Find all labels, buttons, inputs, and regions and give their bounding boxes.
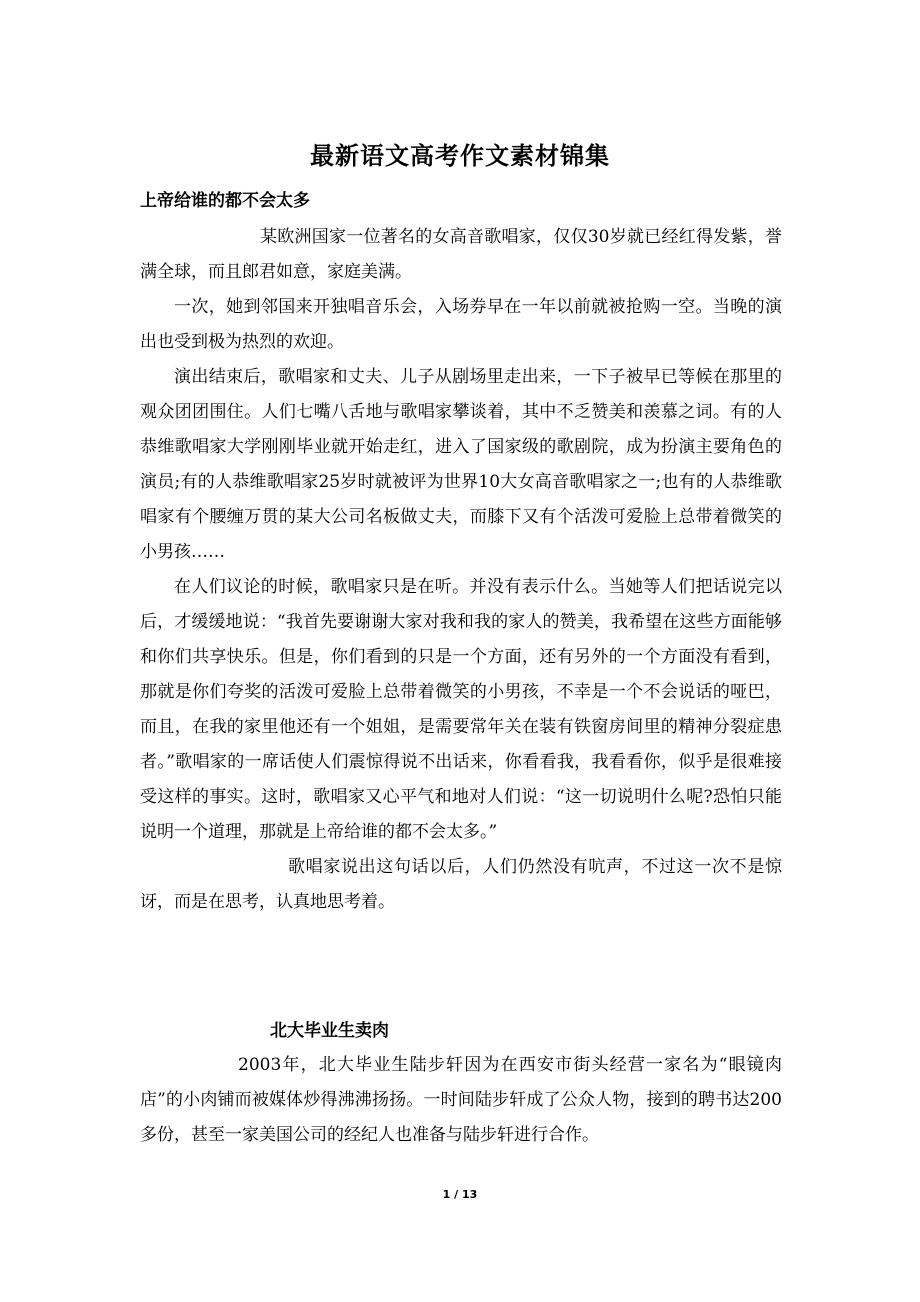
document-title: 最新语文高考作文素材锦集	[310, 142, 610, 170]
section-body	[140, 220, 782, 920]
section-heading: 上帝给谁的都不会太多	[140, 191, 310, 211]
section-body	[140, 1048, 782, 1153]
page-number: 1 / 13	[442, 1188, 478, 1201]
paragraph: 2003年，北大毕业生陆步轩因为在西安市街头经营一家名为“眼镜肉店”的小肉铺而被媒体炒得沸沸扬扬。一时间陆步轩成了公众人物，接到的聘书达200多份，甚至一家美国公司的经纪人也准备与陆步轩进行合作。	[140, 1055, 782, 1145]
paragraph: 歌唱家说出这句话以后，人们仍然没有吭声，不过这一次不是惊讶，而是在思考，认真地思考着。	[140, 857, 782, 912]
paragraph: 演出结束后，歌唱家和丈夫、儿子从剧场里走出来，一下子被早已等候在那里的观众团团围住。人们七嘴八舌地与歌唱家攀谈着，其中不乏赞美和羡慕之词。有的人恭维歌唱家大学刚刚毕业就开始走红，进入了国家级的歌剧院，成为扮演主要角色的演员;有的人恭维歌唱家25岁时就被评为世界10大女高音歌唱家之一;也有的人恭维歌唱家有个腰缠万贯的某大公司名板做丈夫，而膝下又有个活泼可爱脸上总带着微笑的小男孩……	[140, 367, 782, 562]
section-heading: 北大毕业生卖肉	[270, 1021, 389, 1041]
paragraph: 一次，她到邻国来开独唱音乐会，入场券早在一年以前就被抢购一空。当晚的演出也受到极为热烈的欢迎。	[140, 297, 782, 352]
paragraph: 在人们议论的时候，歌唱家只是在听。并没有表示什么。当她等人们把话说完以后，才缓缓地说：“我首先要谢谢大家对我和我的家人的赞美，我希望在这些方面能够和你们共享快乐。但是，你们看到的只是一个方面，还有另外的一个方面没有看到，那就是你们夸奖的活泼可爱脸上总带着微笑的小男孩，不幸是一个不会说话的哑巴，而且，在我的家里他还有一个姐姐，是需要常年关在装有铁窗房间里的精神分裂症患者。”歌唱家的一席话使人们震惊得说不出话来，你看看我，我看看你，似乎是很难接受这样的事实。这时，歌唱家又心平气和地对人们说：“这一切说明什么呢?恐怕只能说明一个道理，那就是上帝给谁的都不会太多。”	[140, 577, 782, 842]
paragraph: 某欧洲国家一位著名的女高音歌唱家，仅仅30岁就已经红得发紫，誉满全球，而且郎君如意，家庭美满。	[140, 227, 782, 282]
